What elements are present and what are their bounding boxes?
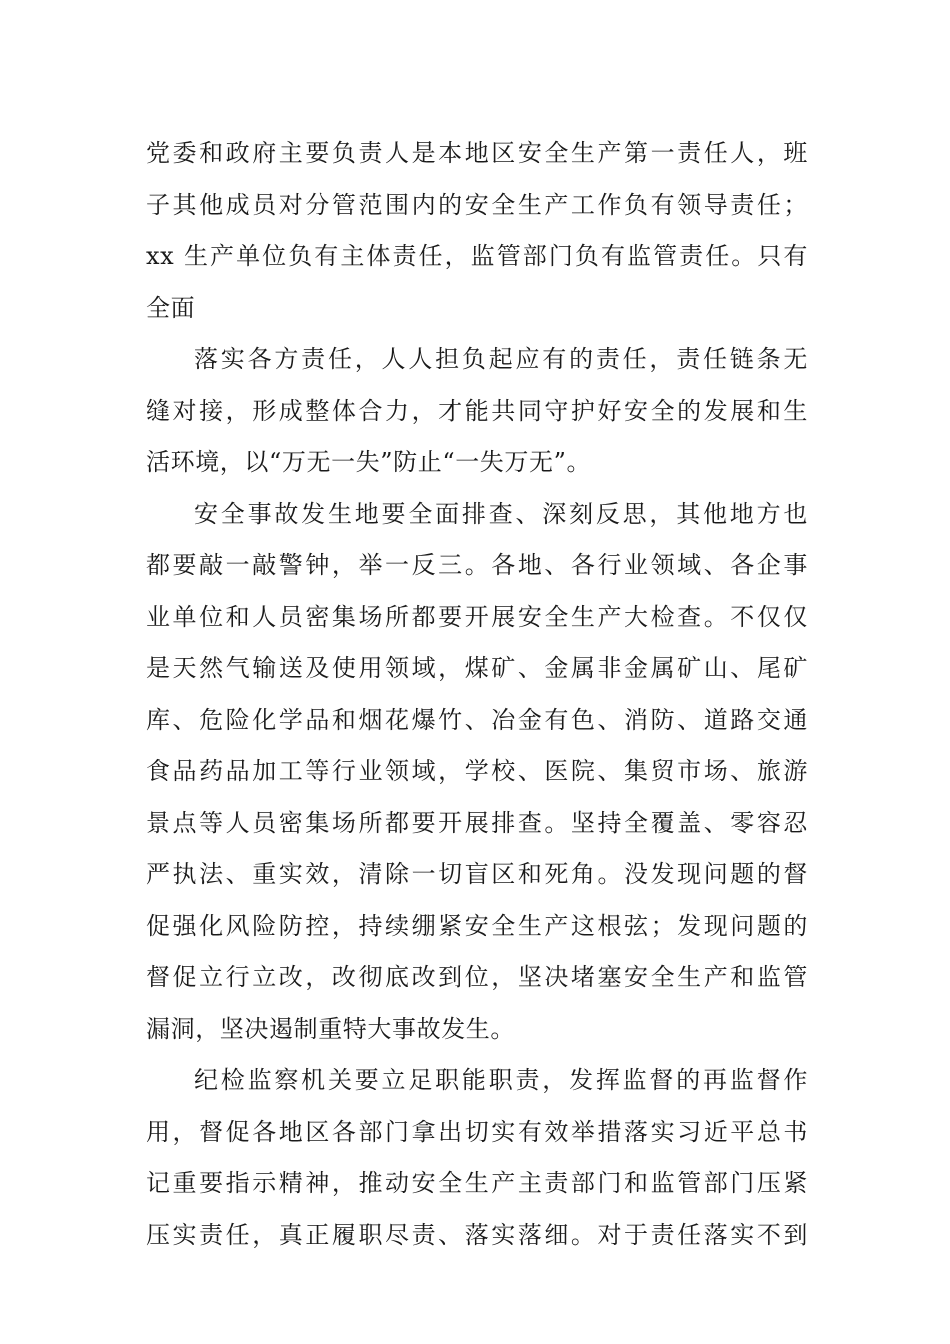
text-line: 全面 bbox=[146, 293, 196, 322]
text-line: 子其他成员对分管范围内的安全生产工作负有领导责任； bbox=[146, 190, 808, 219]
text-line: 景点等人员密集场所都要开展排查。坚持全覆盖、零容忍 bbox=[146, 808, 808, 837]
text-line: 纪检监察机关要立足职能职责，发挥监督的再监督作 bbox=[194, 1066, 808, 1094]
text-line: 党委和政府主要负责人是本地区安全生产第一责任人，班 bbox=[146, 139, 808, 167]
text-line: 用，督促各地区各部门拿出切实有效举措落实习近平总书 bbox=[146, 1117, 808, 1146]
text-line: 是天然气输送及使用领域，煤矿、金属非金属矿山、尾矿 bbox=[146, 654, 808, 682]
text-line: 漏洞，坚决遏制重特大事故发生。 bbox=[146, 1014, 515, 1043]
text-line: 都要敲一敲警钟，举一反三。各地、各行业领域、各企事 bbox=[146, 551, 808, 579]
text-line: 严执法、重实效，清除一切盲区和死角。没发现问题的督 bbox=[146, 860, 808, 888]
text-line: 活环境，以“万无一失”防止“一失万无”。 bbox=[146, 448, 592, 476]
text-line: 落实各方责任，人人担负起应有的责任，责任链条无 bbox=[194, 345, 808, 373]
text-line: 督促立行立改，改彻底改到位，坚决堵塞安全生产和监管 bbox=[146, 963, 808, 991]
text-line: 安全事故发生地要全面排查、深刻反思，其他地方也 bbox=[194, 499, 808, 528]
text-line: 促强化风险防控，持续绷紧安全生产这根弦；发现问题的 bbox=[146, 911, 808, 940]
text-line: 记重要指示精神，推动安全生产主责部门和监管部门压紧 bbox=[146, 1169, 808, 1197]
text-line: 食品药品加工等行业领域，学校、医院、集贸市场、旅游 bbox=[146, 757, 808, 785]
text-line: 缝对接，形成整体合力，才能共同守护好安全的发展和生 bbox=[146, 396, 808, 425]
text-line: 业单位和人员密集场所都要开展安全生产大检查。不仅仅 bbox=[146, 602, 808, 631]
body-text bbox=[146, 128, 808, 1261]
text-line: xx 生产单位负有主体责任，监管部门负有监管责任。只有 bbox=[146, 242, 808, 270]
text-line: 库、危险化学品和烟花爆竹、冶金有色、消防、道路交通 bbox=[146, 705, 808, 734]
text-line: 压实责任，真正履职尽责、落实落细。对于责任落实不到 bbox=[146, 1220, 808, 1249]
